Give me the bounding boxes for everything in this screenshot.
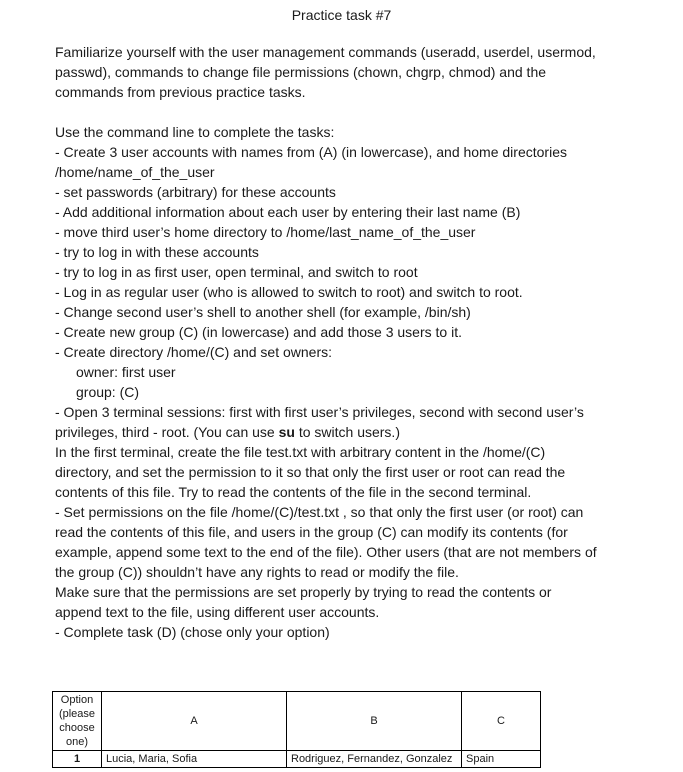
table-row [53,751,541,768]
su-command: su [278,424,295,440]
task-line: contents of this file. Try to read the contents of the file in the second terminal. [55,484,532,500]
intro-paragraph [55,42,655,102]
task-line: - set passwords (arbitrary) for these accounts [55,184,336,200]
terminal-text-after: to switch users.) [294,424,400,440]
terminal-line-2 [55,422,655,442]
task-line: - try to log in with these accounts [55,244,259,260]
cell-option: 1 [53,751,102,768]
document-title: Practice task #7 [291,7,392,23]
header-a: A [102,692,287,751]
intro-line: Familiarize yourself with the user management commands (useradd, userdel, usermod, [55,44,596,60]
header-c: C [462,692,541,751]
document-body [55,42,655,642]
header-option: Option (please choose one) [53,692,102,751]
intro-line: passwd), commands to change file permissions (chown, chgrp, chmod) and the [55,64,547,80]
task-line: - Log in as regular user (who is allowed to switch to root) and switch to root. [55,284,523,300]
task-line: - Change second user’s shell to another shell (for example, /bin/sh) [55,304,471,320]
task-line: the group (C)) shouldn’t have any rights to read or modify the file. [55,564,459,580]
task-line: example, append some text to the end of the file). Other users (that are not members of [55,544,597,560]
cell-b: Rodriguez, Fernandez, Gonzalez [287,751,462,768]
task-line: Make sure that the permissions are set properly by trying to read the contents or [55,584,552,600]
owner-line: owner: first user [76,364,176,380]
task-list [55,122,655,642]
paragraph-gap [55,102,655,122]
options-table [52,691,541,768]
task-line: Use the command line to complete the tasks: [55,124,335,140]
task-line: - Complete task (D) (chose only your option) [55,624,330,640]
task-line: directory, and set the permission to it so that only the first user or root can read the [55,464,566,480]
task-line: - move third user’s home directory to /home/last_name_of_the_user [55,224,476,240]
terminal-line: - Open 3 terminal sessions: first with first user’s privileges, second with second user’s [55,404,584,420]
task-line: - try to log in as first user, open terminal, and switch to root [55,264,418,280]
task-line: In the first terminal, create the file test.txt with arbitrary content in the /home/(C) [55,444,546,460]
task-line: - Set permissions on the file /home/(C)/test.txt , so that only the first user (or root) can [55,504,584,520]
cell-a: Lucia, Maria, Sofia [102,751,287,768]
intro-line: commands from previous practice tasks. [55,84,306,100]
task-line: - Create directory /home/(C) and set owners: [55,344,332,360]
task-line: - Add additional information about each user by entering their last name (B) [55,204,521,220]
task-line: read the contents of this file, and users in the group (C) can modify its contents (for [55,524,568,540]
header-b: B [287,692,462,751]
terminal-text-before: privileges, third - root. (You can use [55,424,279,440]
task-line: - Create new group (C) (in lowercase) and add those 3 users to it. [55,324,462,340]
table-header-row [53,692,541,751]
task-line: append text to the file, using different user accounts. [55,604,380,620]
task-line: - Create 3 user accounts with names from (A) (in lowercase), and home directories [55,144,567,160]
task-line: /home/name_of_the_user [55,164,215,180]
cell-c: Spain [462,751,541,768]
group-line: group: (C) [76,384,140,400]
